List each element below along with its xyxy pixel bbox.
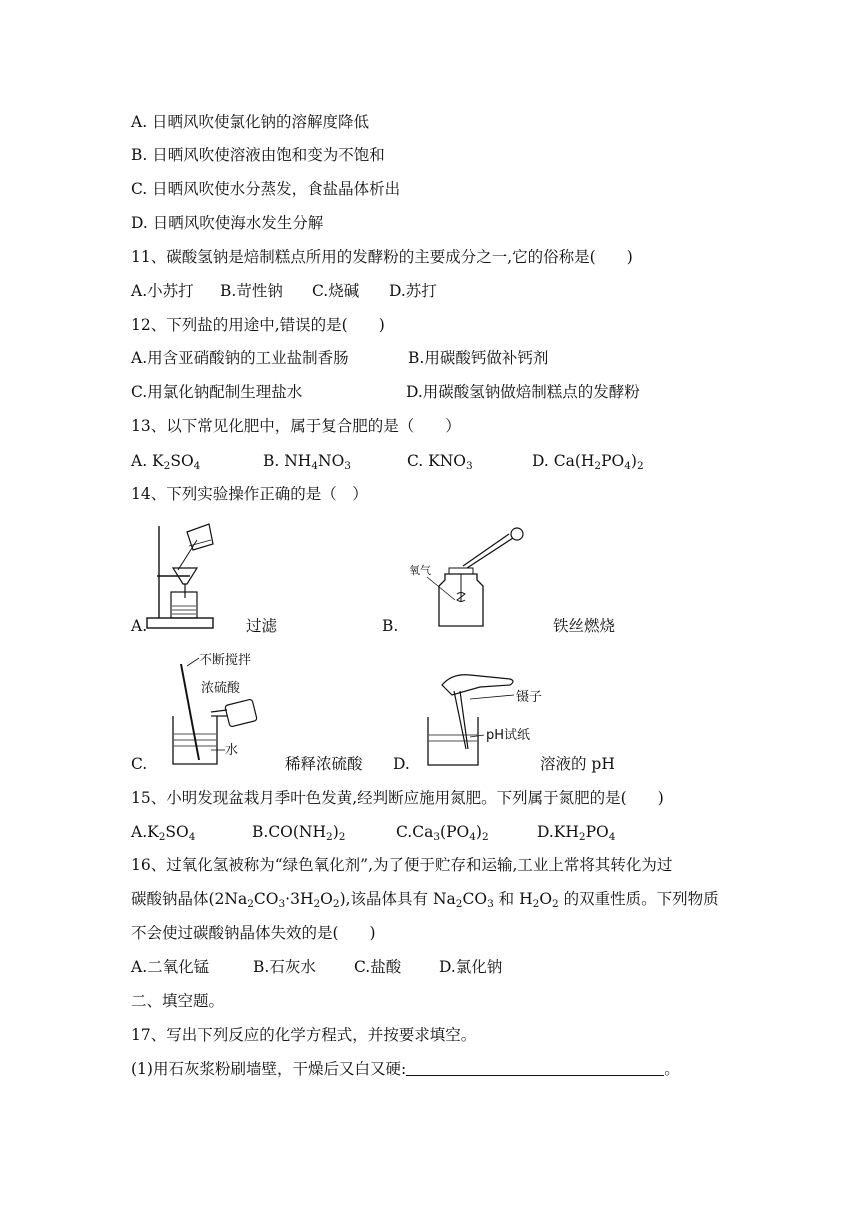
dilution-figure — [155, 650, 290, 772]
answer-blank[interactable] — [406, 1059, 664, 1076]
stir-label: 不断搅拌 — [199, 653, 252, 668]
q10-option-c: C. 日晒风吹使水分蒸发，食盐晶体析出 — [131, 180, 401, 198]
q15-stem: 15、小明发现盆栽月季叶色发黄,经判断应施用氮肥。下列属于氮肥的是( ) — [131, 789, 664, 807]
q14-d-letter: D. — [393, 755, 410, 773]
water-label: 水 — [225, 743, 239, 758]
q14-a-letter: A. — [131, 617, 148, 635]
q11-stem: 11、碳酸氢钠是焙制糕点所用的发酵粉的主要成分之一,它的俗称是( ) — [131, 248, 633, 266]
q14-d-text: 溶液的 pH — [540, 755, 615, 773]
q16-line-3: 不会使过碳酸钠晶体失效的是( ) — [131, 924, 376, 942]
q12-option-b: B.用碳酸钙做补钙剂 — [408, 349, 549, 367]
q14-b-letter: B. — [382, 617, 399, 635]
ph-test-figure — [420, 655, 555, 773]
q14-c-text: 稀释浓硫酸 — [285, 755, 363, 773]
q10-option-d: D. 日晒风吹使海水发生分解 — [131, 214, 324, 232]
q12-option-c: C.用氯化钠配制生理盐水 — [131, 383, 303, 401]
q17-part-1: (1)用石灰浆粉刷墙壁，干燥后又白又硬: 。 — [131, 1060, 680, 1078]
q16-line-1: 16、过氧化氢被称为“绿色氧化剂”,为了便于贮存和运输,工业上常将其转化为过 — [131, 856, 673, 874]
q13-option-d: D. $Ca(H_2PO_4)_2$ — [532, 452, 644, 472]
oxygen-label: 氧气 — [409, 564, 431, 577]
q14-c-letter: C. — [131, 755, 148, 773]
q13-option-c: C. $KNO_3$ — [407, 452, 473, 472]
tweezers-label: 镊子 — [516, 690, 543, 705]
section-heading: 二、填空题。 — [131, 992, 225, 1010]
q11-option-d: D.苏打 — [389, 282, 437, 300]
q13-stem: 13、以下常见化肥中，属于复合肥的是（ ） — [131, 417, 461, 435]
q11-option-b: B.苛性钠 — [220, 282, 283, 300]
q10-option-a: A. 日晒风吹使氯化钠的溶解度降低 — [131, 113, 370, 131]
ph-paper-label: pH试纸 — [486, 728, 531, 743]
q16-option-d: D.氯化钠 — [439, 958, 503, 976]
q12-option-d: D.用碳酸氢钠做焙制糕点的发酵粉 — [406, 383, 640, 401]
q15-option-b: $B.CO(NH_2)_2$ — [252, 823, 346, 843]
q16-option-c: C.盐酸 — [354, 958, 402, 976]
q12-option-a: A.用含亚硝酸钠的工业盐制香肠 — [131, 349, 349, 367]
q16-option-a: A.二氧化锰 — [131, 958, 210, 976]
q15-option-a: $A.K_2SO_4$ — [131, 823, 196, 843]
q13-option-a: A. $K_2SO_4$ — [131, 452, 201, 472]
q11-option-c: C.烧碱 — [312, 282, 360, 300]
q14-b-text: 铁丝燃烧 — [553, 617, 616, 635]
q15-option-d: $D.KH_2PO_4$ — [537, 823, 616, 843]
q12-stem: 12、下列盐的用途中,错误的是( ) — [131, 316, 385, 334]
filtration-figure — [145, 518, 217, 633]
q16-option-b: B.石灰水 — [253, 958, 316, 976]
iron-combustion-figure — [405, 522, 530, 632]
acid-label: 浓硫酸 — [201, 681, 241, 696]
q16-line-2: 碳酸钠晶体$(2Na_2CO_3\cdot 3H_2O_2)$,该晶体具有 $Na_2CO_3$ 和 $H_2O_2$ 的双重性质。下列物质 — [131, 890, 719, 910]
q14-a-text: 过滤 — [246, 617, 278, 635]
q13-option-b: B. $NH_4NO_3$ — [263, 452, 351, 472]
q11-option-a: A.小苏打 — [131, 282, 194, 300]
q10-option-b: B. 日晒风吹使溶液由饱和变为不饱和 — [131, 146, 385, 164]
q15-option-c: $C.Ca_3(PO_4)_2$ — [396, 823, 489, 843]
q14-stem: 14、下列实验操作正确的是（ ） — [131, 485, 368, 503]
q17-stem: 17、写出下列反应的化学方程式，并按要求填空。 — [131, 1026, 477, 1044]
